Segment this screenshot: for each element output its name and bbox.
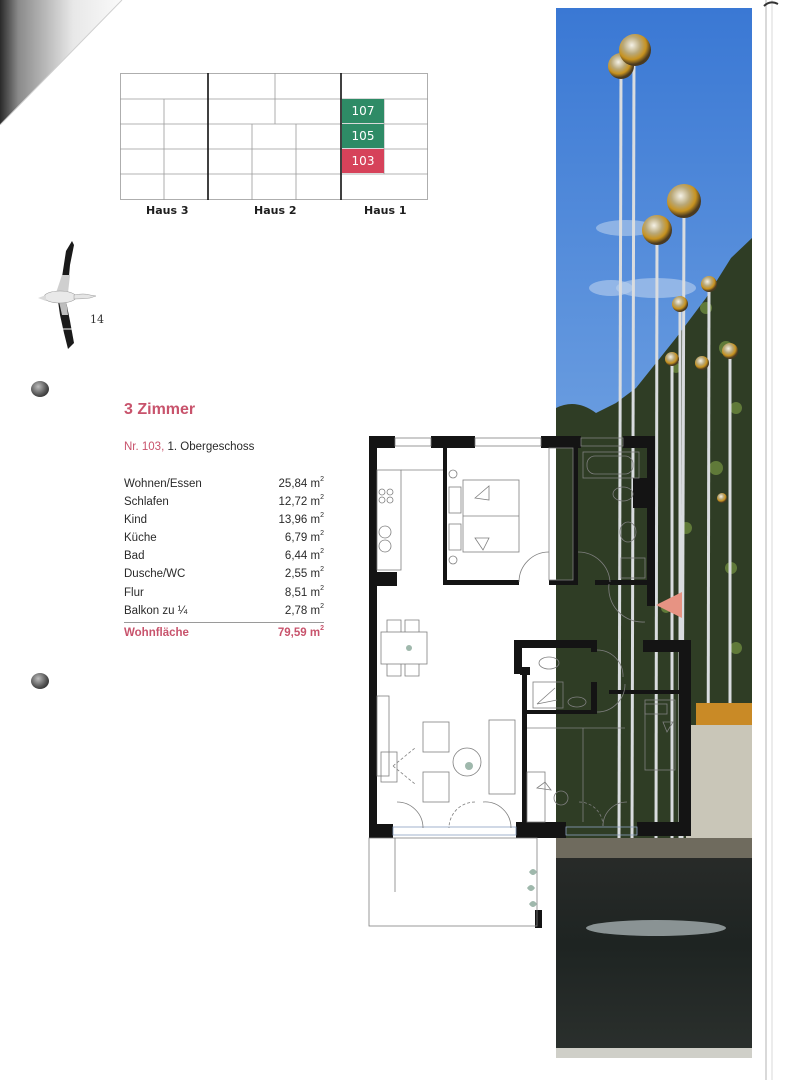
room-area: 8,51 $m^2$	[284, 584, 324, 599]
room-row	[124, 493, 324, 511]
room-area: 2,55 $m^2$	[284, 566, 324, 581]
room-name: Schlafen	[124, 496, 169, 509]
floor-label: 1. Obergeschoss	[167, 441, 255, 453]
paper-edge	[756, 0, 786, 1080]
total-area: 79,59 $m^2$	[277, 624, 324, 639]
page-curl-corner	[0, 0, 125, 125]
room-name: Küche	[124, 532, 157, 545]
house-1-label: Haus 1	[364, 204, 407, 217]
unit-number: Nr. 103,	[124, 441, 165, 453]
house-2-label: Haus 2	[254, 204, 297, 217]
room-row	[124, 565, 324, 583]
room-area-table	[124, 475, 324, 642]
unit-105-badge[interactable]: 105	[342, 124, 384, 148]
room-name: Flur	[124, 586, 144, 599]
room-area: 12,72 $m^2$	[278, 494, 324, 509]
apartment-title: 3 Zimmer	[124, 401, 196, 418]
room-name: Wohnen/Essen	[124, 478, 202, 490]
apartment-subtitle	[124, 441, 254, 453]
room-row	[124, 584, 324, 602]
room-area: 2,78 $m^2$	[284, 602, 324, 617]
room-area: 6,44 $m^2$	[284, 548, 324, 563]
room-name: Kind	[124, 514, 148, 527]
goose-icon	[28, 235, 100, 355]
page-number: 14	[90, 313, 104, 326]
punch-hole-top	[31, 381, 49, 397]
total-area-row	[124, 622, 324, 642]
house-3-label: Haus 3	[146, 204, 189, 217]
room-row	[124, 602, 324, 620]
room-row	[124, 547, 324, 565]
room-row	[124, 475, 324, 493]
total-label: Wohnfläche	[124, 626, 189, 639]
room-row	[124, 511, 324, 529]
room-name: Dusche/WC	[124, 568, 186, 581]
entrance-arrow-icon	[656, 592, 682, 618]
unit-103-badge[interactable]: 103	[342, 149, 384, 173]
punch-hole-bottom	[31, 673, 49, 689]
room-row	[124, 529, 324, 547]
room-name: Balkon zu ¼	[124, 604, 188, 617]
room-area: 6,79 $m^2$	[284, 530, 324, 545]
floor-plan	[365, 432, 695, 932]
room-area: 13,96 $m^2$	[278, 512, 324, 527]
unit-107-badge[interactable]: 107	[342, 99, 384, 123]
room-name: Bad	[124, 550, 145, 563]
room-area: 25,84 $m^2$	[278, 476, 324, 490]
